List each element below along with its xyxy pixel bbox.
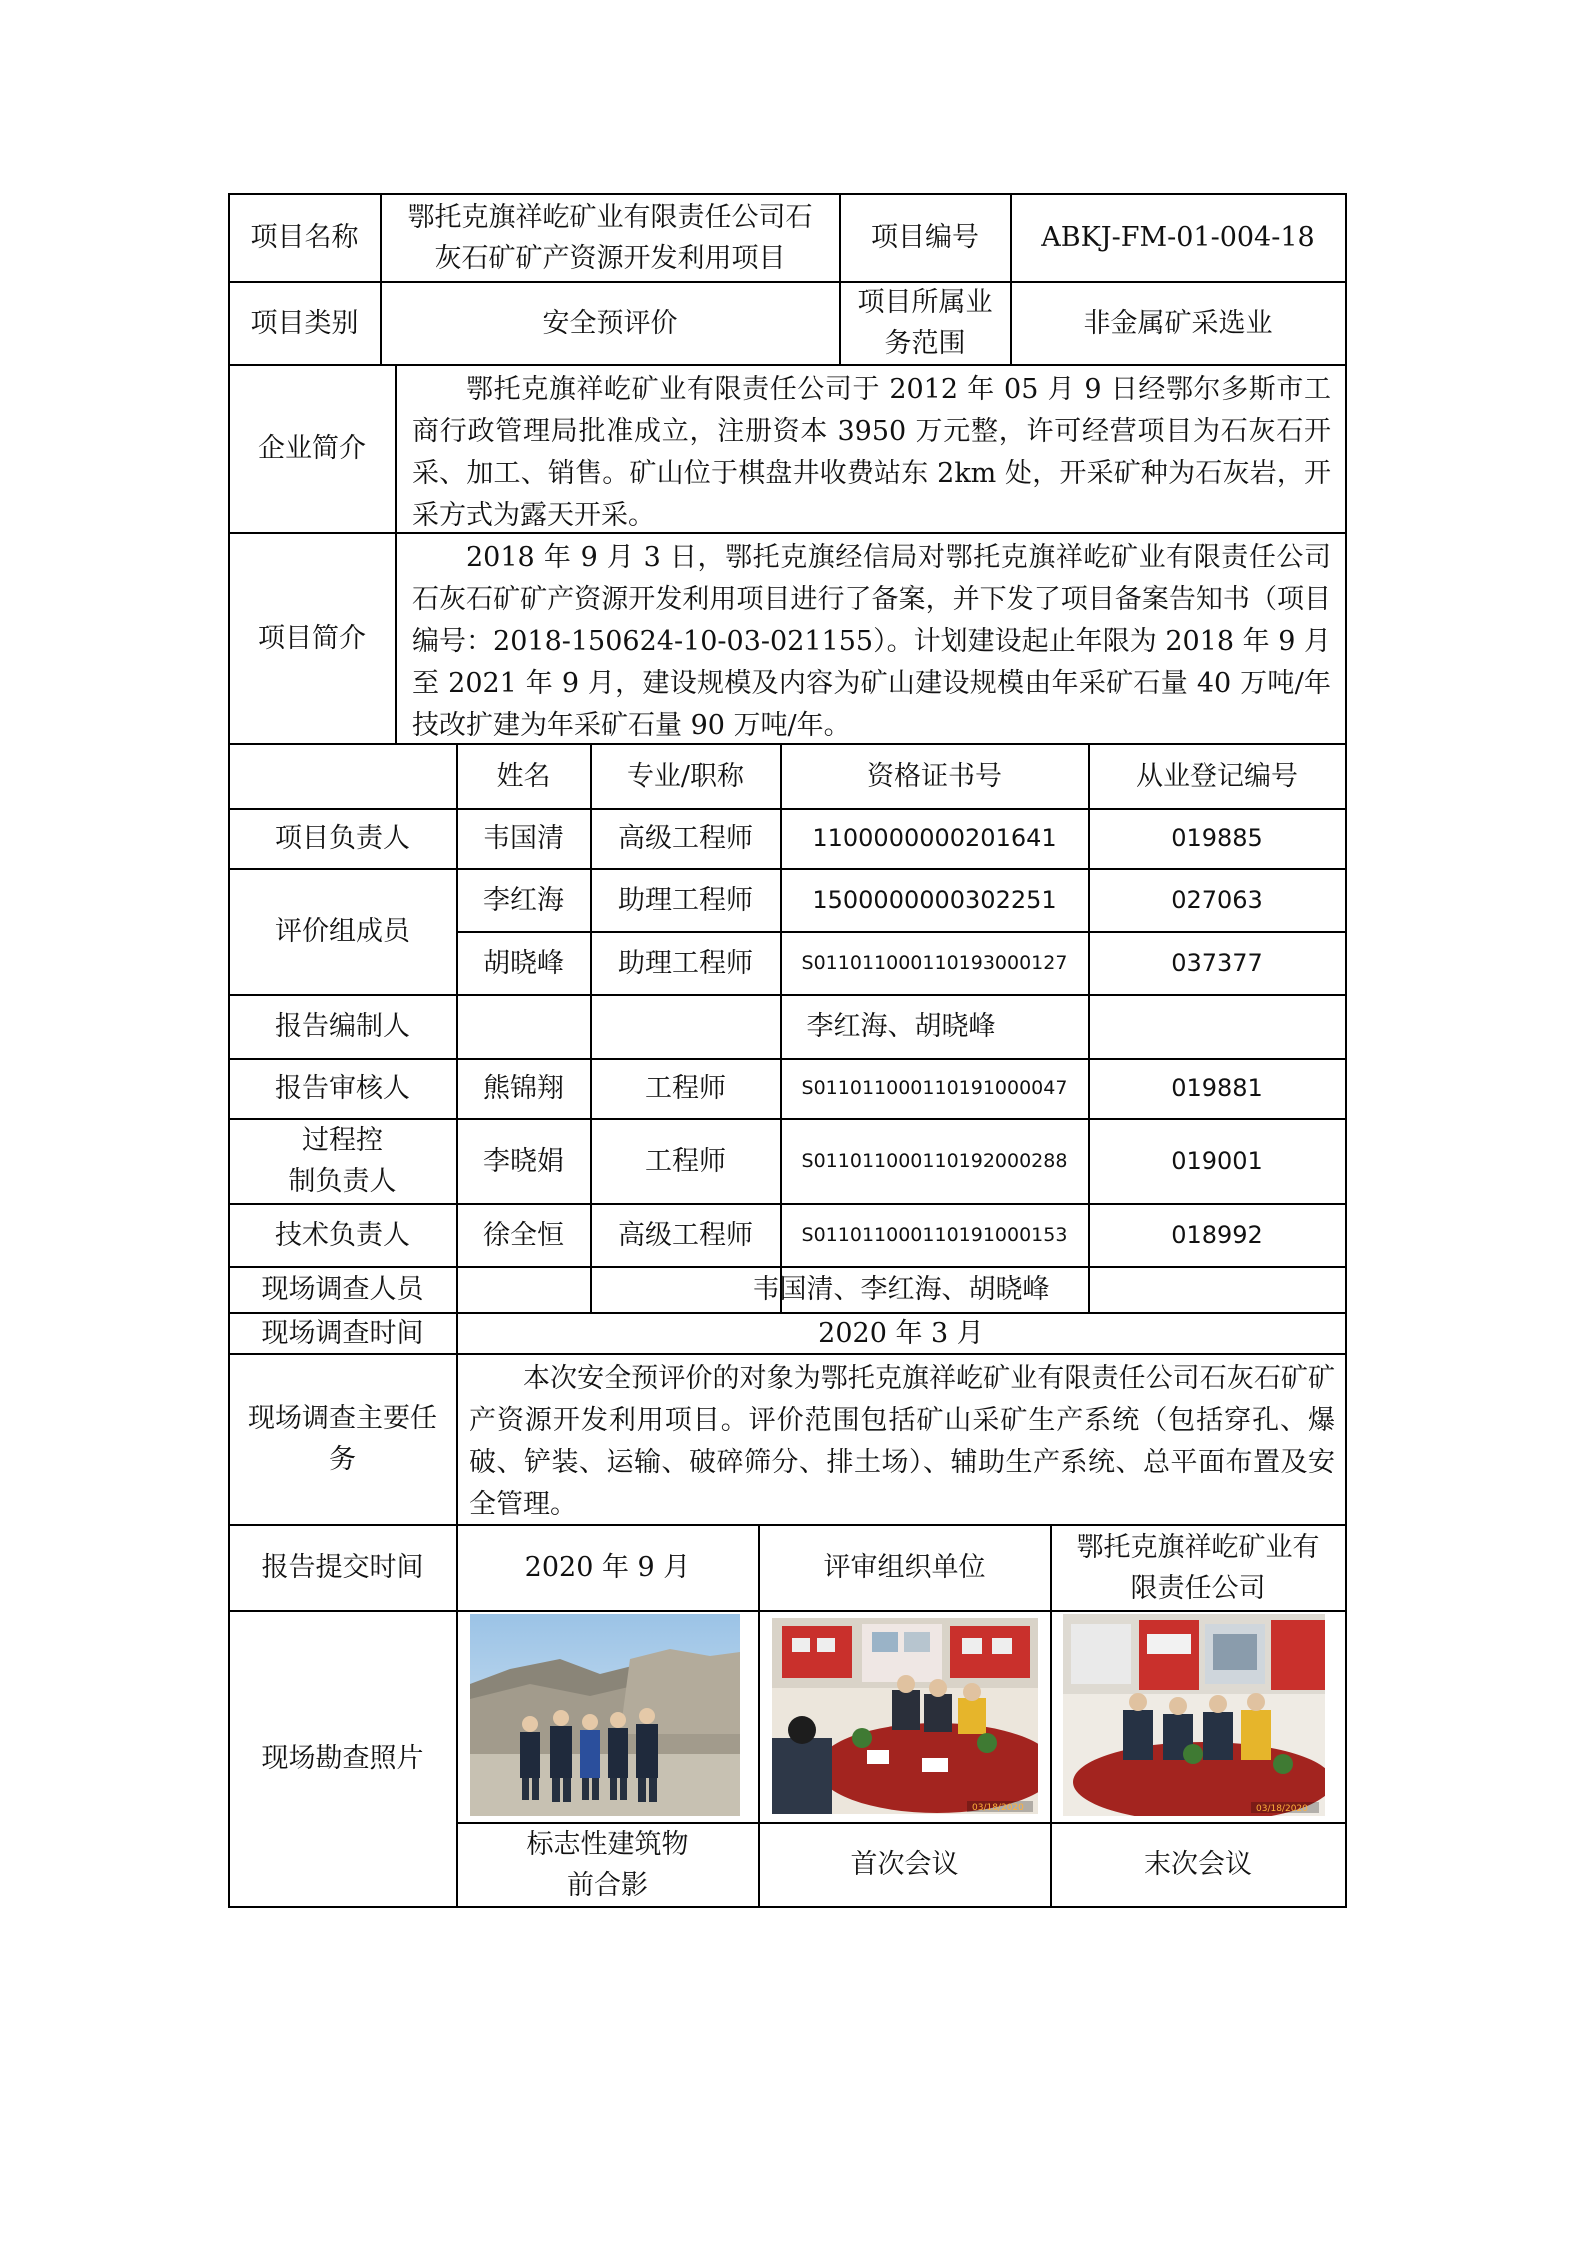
photos-label: 现场勘查照片 — [261, 1743, 424, 1774]
final-meeting-stamp: 03/18/2020 — [1256, 1804, 1308, 1814]
report-reviewer-cert: S011011000110191000047 — [801, 1077, 1068, 1099]
process-control-title: 工程师 — [645, 1145, 726, 1177]
business-scope-label-line1: 项目所属业 — [857, 287, 993, 318]
tech-leader-name: 徐全恒 — [483, 1219, 564, 1251]
photo-first-meeting — [772, 1618, 1038, 1814]
photo-caption-3: 末次会议 — [1144, 1849, 1252, 1880]
site-staff-label: 现场调查人员 — [261, 1274, 424, 1305]
report-author-value: 李红海、胡晓峰 — [806, 1011, 996, 1042]
photo-group-at-landmark — [470, 1614, 740, 1816]
project-name-line1: 鄂托克旗祥屹矿业有限责任公司石 — [407, 201, 813, 233]
photo-caption-1-line2: 前合影 — [567, 1869, 648, 1901]
business-scope-value: 非金属矿采选业 — [1083, 307, 1273, 339]
tech-leader-label: 技术负责人 — [275, 1219, 410, 1251]
evaluator-1-title: 助理工程师 — [618, 884, 753, 916]
project-name-label: 项目名称 — [250, 222, 359, 253]
business-scope-label-line2: 务范围 — [884, 328, 966, 359]
photo-final-meeting — [1063, 1614, 1325, 1816]
site-time-value: 2020 年 3 月 — [818, 1317, 984, 1349]
process-control-cert: S011011000110192000288 — [801, 1149, 1068, 1172]
site-tasks-label-line1: 现场调查主要任 — [248, 1403, 437, 1434]
header-name: 姓名 — [496, 760, 551, 792]
photo-caption-1 — [457, 1823, 758, 1906]
header-title: 专业/职称 — [626, 760, 745, 792]
evaluator-1-reg: 027063 — [1171, 885, 1263, 914]
project-number-label: 项目编号 — [871, 222, 979, 253]
process-control-label-line1: 过程控 — [302, 1125, 383, 1156]
review-org-value — [1051, 1525, 1345, 1610]
group-photo-image — [470, 1614, 740, 1816]
process-control-name: 李晓娟 — [483, 1145, 564, 1177]
site-staff-value: 韦国清、李红海、胡晓峰 — [752, 1274, 1050, 1305]
photo-caption-1-line1: 标志性建筑物 — [526, 1828, 689, 1860]
company-intro-text: 鄂托克旗祥屹矿业有限责任公司于 2012 年 05 月 9 日经鄂尔多斯市工商行政管理局批准成立，注册资本 3950 万元整，许可经营项目为石灰石开采、加工、销售。矿山位于棋盘井收费站东 2km 处，开采矿种为石灰岩，开采方式为露天开采。 — [412, 374, 1331, 531]
first-meeting-stamp: 03/18/2020 — [972, 1803, 1024, 1813]
project-category-label: 项目类别 — [250, 307, 359, 339]
process-control-reg: 019001 — [1171, 1146, 1263, 1175]
review-org-line2: 限责任公司 — [1130, 1572, 1266, 1604]
site-tasks-label-line2: 务 — [329, 1444, 356, 1475]
evaluator-2-name: 胡晓峰 — [483, 947, 564, 979]
header-reg: 从业登记编号 — [1136, 760, 1298, 792]
tech-leader-reg: 018992 — [1171, 1220, 1263, 1249]
tech-leader-cert: S011011000110191000153 — [801, 1223, 1068, 1246]
first-meeting-image — [772, 1618, 1038, 1814]
evaluator-2-title: 助理工程师 — [618, 947, 753, 979]
project-name-line2: 灰石矿矿产资源开发利用项目 — [434, 242, 786, 274]
process-control-label — [229, 1119, 456, 1203]
process-control-label-line2: 制负责人 — [288, 1166, 397, 1197]
site-tasks-label — [229, 1354, 456, 1524]
evaluator-1-name: 李红海 — [483, 884, 564, 916]
project-leader-reg: 019885 — [1171, 824, 1263, 852]
report-reviewer-name: 熊锦翔 — [483, 1073, 564, 1104]
project-leader-label: 项目负责人 — [275, 823, 410, 854]
project-intro-label: 项目简介 — [258, 622, 366, 654]
review-org-label: 评审组织单位 — [823, 1552, 986, 1583]
project-leader-title: 高级工程师 — [618, 823, 753, 854]
project-leader-name: 韦国清 — [483, 823, 564, 854]
evaluator-2-reg: 037377 — [1171, 948, 1263, 977]
project-intro-text: 2018 年 9 月 3 日，鄂托克旗经信局对鄂托克旗祥屹矿业有限责任公司石灰石矿矿产资源开发利用项目进行了备案，并下发了项目备案告知书（项目编号：2018-150624-10-03-021155）。计划建设起止年限为 2018 年 9 月至 2021 年 9 月，建设规模及内容为矿山建设规模由年采矿石量 40 万吨/年技改扩建为年采矿石量 90 万吨/年。 — [412, 542, 1331, 741]
final-meeting-image — [1063, 1614, 1325, 1816]
header-cert: 资格证书号 — [867, 760, 1002, 792]
report-author-label: 报告编制人 — [275, 1011, 410, 1042]
company-intro-label: 企业简介 — [258, 433, 366, 464]
review-org-line1: 鄂托克旗祥屹矿业有 — [1076, 1531, 1320, 1563]
project-leader-cert: 1100000000201641 — [812, 824, 1057, 852]
evaluator-2-cert: S011011000110193000127 — [801, 951, 1068, 974]
project-name-value — [381, 194, 839, 281]
tech-leader-title: 高级工程师 — [618, 1219, 753, 1251]
report-reviewer-label: 报告审核人 — [275, 1073, 410, 1104]
site-time-label: 现场调查时间 — [261, 1317, 424, 1349]
project-number-value: ABKJ-FM-01-004-18 — [1041, 222, 1315, 253]
project-category-value: 安全预评价 — [542, 307, 678, 339]
report-reviewer-reg: 019881 — [1171, 1074, 1263, 1102]
report-submit-label: 报告提交时间 — [261, 1552, 424, 1583]
report-submit-value: 2020 年 9 月 — [524, 1552, 691, 1583]
business-scope-label — [840, 282, 1010, 364]
evaluator-1-cert: 1500000000302251 — [812, 885, 1057, 914]
site-tasks-text: 本次安全预评价的对象为鄂托克旗祥屹矿业有限责任公司石灰石矿矿产资源开发利用项目。评价范围包括矿山采矿生产系统（包括穿孔、爆破、铲装、运输、破碎筛分、排土场）、辅助生产系统、总平面布置及安全管理。 — [469, 1363, 1335, 1520]
photo-caption-2: 首次会议 — [850, 1849, 959, 1880]
evaluators-label: 评价组成员 — [275, 916, 410, 947]
report-reviewer-title: 工程师 — [645, 1073, 726, 1104]
